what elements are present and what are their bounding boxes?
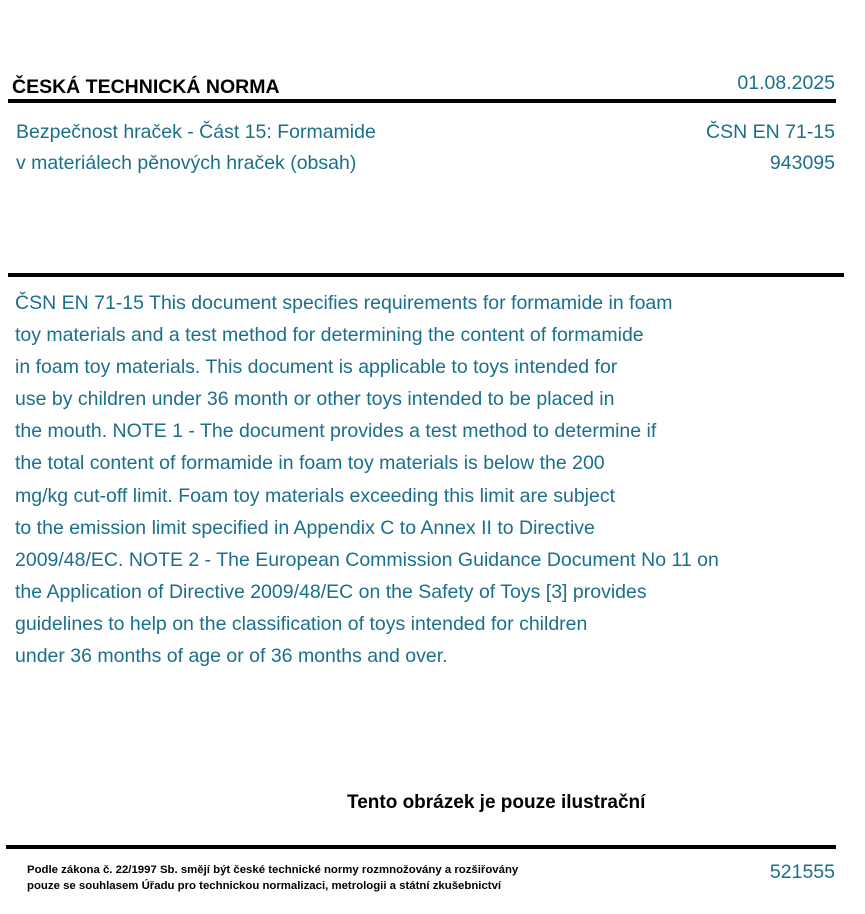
- abstract-line: 2009/48/EC. NOTE 2 - The European Commission Guidance Document No 11 on: [15, 548, 719, 571]
- abstract-line: use by children under 36 month or other toys intended to be placed in: [15, 388, 615, 411]
- illustration-note: Tento obrázek je pouze ilustrační: [347, 792, 646, 813]
- footer-divider: [6, 845, 836, 849]
- standard-code: ČSN EN 71-15: [706, 121, 835, 143]
- abstract-text: [15, 287, 835, 672]
- abstract-line: the total content of formamide in foam toy materials is below the 200: [15, 452, 605, 475]
- abstract-line: the mouth. NOTE 1 - The document provides a test method to determine if: [15, 420, 657, 443]
- legal-line-1: Podle zákona č. 22/1997 Sb. smějí být české technické normy rozmnožovány a rozšiřovány: [27, 864, 519, 876]
- abstract-line: the Application of Directive 2009/48/EC on the Safety of Toys [3] provides: [15, 580, 647, 603]
- header-divider: [8, 99, 836, 103]
- abstract-line: under 36 months of age or of 36 months and over.: [15, 645, 448, 668]
- document-number: 521555: [769, 861, 835, 883]
- abstract-line: guidelines to help on the classification of toys intended for children: [15, 612, 588, 635]
- abstract-line: to the emission limit specified in Appendix C to Annex II to Directive: [15, 516, 595, 539]
- abstract-divider: [8, 273, 844, 277]
- abstract-line: in foam toy materials. This document is applicable to toys intended for: [15, 356, 618, 379]
- issue-date: 01.08.2025: [737, 72, 835, 94]
- legal-line-2: pouze se souhlasem Úřadu pro technickou normalizaci, metrologii a státní zkušebnictví: [27, 880, 502, 892]
- catalog-number: 943095: [769, 152, 835, 174]
- legal-notice: [27, 862, 518, 894]
- abstract-line: toy materials and a test method for determining the content of formamide: [15, 324, 644, 347]
- abstract-line: mg/kg cut-off limit. Foam toy materials exceeding this limit are subject: [15, 484, 616, 507]
- page-title: ČESKÁ TECHNICKÁ NORMA: [12, 76, 280, 98]
- abstract-line: ČSN EN 71-15 This document specifies requirements for formamide in foam: [15, 292, 673, 314]
- standard-subject: [16, 117, 376, 179]
- subject-line-2: v materiálech pěnových hraček (obsah): [16, 152, 357, 174]
- subject-line-1: Bezpečnost hraček - Část 15: Formamide: [16, 121, 376, 143]
- standard-codes: [706, 117, 835, 179]
